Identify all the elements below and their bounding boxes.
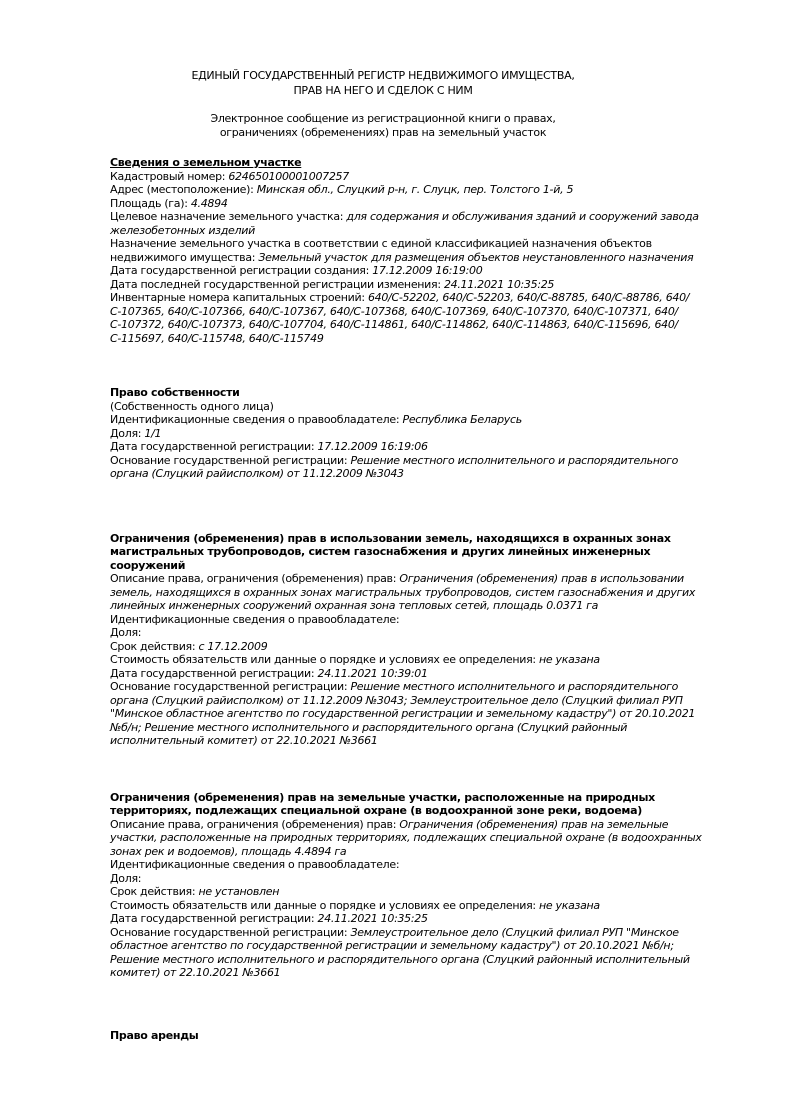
registry-title-line-2: ПРАВ НА НЕГО И СДЕЛОК С НИМ (293, 84, 473, 97)
field-label: Доля: (110, 426, 145, 440)
section-ownership-right (110, 386, 712, 481)
field-validity-term (110, 885, 712, 899)
field-rightholder (110, 858, 712, 872)
field-value: Республика Беларусь (402, 413, 522, 426)
section-restrictions-pipelines (110, 532, 712, 748)
field-label: Дата государственной регистрации: (110, 440, 318, 453)
field-value: Решение местного исполнительного и распорядительного органа (Слуцкий райисполком) от 11.12.2009 №3043 (110, 453, 679, 480)
field-value: 624650100001007257 (228, 169, 349, 183)
field-label: Стоимость обязательств или данные о порядке и условиях ее определения: (110, 653, 539, 666)
field-value: 1/1 (144, 426, 162, 440)
field-label: Основание государственной регистрации: (110, 453, 351, 467)
section-heading-ownership: Право собственности (110, 386, 240, 399)
field-value: Земельный участок для размещения объектов неустановленного назначения (258, 250, 694, 264)
field-label: Стоимость обязательств или данные о порядке и условиях ее определения: (110, 898, 539, 912)
field-label: Описание права, ограничения (обременения) прав: (110, 572, 400, 585)
field-label: Дата государственной регистрации: (110, 912, 318, 925)
field-ownership-type (110, 400, 712, 414)
field-value: Ограничения (обременения) прав в использовании земель, находящихся в охранных зонах магистральных трубопроводов, систем газоснабжения и других линейных инженерных сооружений охранная зона тепловых сетей, площадь 0.0371 га (110, 572, 696, 612)
field-label: Основание государственной регистрации: (110, 680, 351, 693)
section-heading-parcel-info: Сведения о земельном участке (110, 156, 302, 169)
document-header (110, 0, 656, 139)
registry-title (110, 68, 656, 98)
document-subtitle (110, 112, 656, 139)
section-parcel-info (110, 156, 712, 345)
field-label: Идентификационные сведения о правообладателе: (110, 612, 400, 626)
field-label: Кадастровый номер: (110, 169, 229, 183)
section-heading-restrictions-pipelines: Ограничения (обременения) прав в использовании земель, находящихся в охранных зонах магистральных трубопроводов, систем газоснабжения и других линейных инженерных сооружений (110, 531, 671, 572)
field-registration-date (110, 912, 712, 926)
document-body (110, 156, 712, 1042)
registry-title-line-1: ЕДИНЫЙ ГОСУДАРСТВЕННЫЙ РЕГИСТР НЕДВИЖИМОГО ИМУЩЕСТВА, (191, 69, 575, 82)
field-validity-term (110, 640, 712, 654)
field-rightholder (110, 413, 712, 427)
field-description (110, 572, 712, 613)
field-registration-basis (110, 454, 712, 481)
field-value: 17.12.2009 16:19:06 (317, 440, 428, 453)
field-label: Срок действия: (110, 639, 199, 653)
field-creation-registration-date (110, 264, 712, 278)
field-share (110, 872, 712, 886)
field-purpose (110, 210, 712, 237)
field-area (110, 197, 712, 211)
field-label: Доля: (110, 626, 142, 639)
section-lease-right (110, 1029, 712, 1043)
field-last-change-registration-date (110, 278, 712, 292)
field-value: 4.4894 (190, 196, 228, 210)
field-label: Целевое назначение земельного участка: (110, 210, 347, 223)
field-value: Землеустроительное дело (Слуцкий филиал РУП "Минское областное агентство по государственной регистрации и земельному кадастру") от 20.10.2021 №б/н; Решение местного исполнительного и распорядительного органа (Слуцкий районный исполнительный комитет) от 22.10.2021 №3661 (110, 925, 690, 979)
field-address (110, 183, 712, 197)
field-label: Идентификационные сведения о правообладателе: (110, 858, 400, 871)
field-label: Дата государственной регистрации: (110, 666, 318, 680)
field-label: (Собственность одного лица) (110, 399, 274, 413)
field-registration-basis (110, 926, 712, 980)
field-rightholder (110, 613, 712, 627)
field-label: Основание государственной регистрации: (110, 925, 351, 939)
field-share (110, 626, 712, 640)
field-label: Площадь (га): (110, 196, 191, 210)
subtitle-line-1: Электронное сообщение из регистрационной книги о правах, (210, 112, 556, 125)
field-value: 640/С-52202, 640/С-52203, 640/С-88785, 640/С-88786, 640/С-107365, 640/С-107366, 640/С-107367, 640/С-107368, 640/С-107369, 640/С-107370, 640/С-107371, 640/С-107372, 640/С-107373, 640/С-107704, 640/С-114861, 640/С-114862, 640/С-114863, 640/С-115696, 640/С-115697, 640/С-115748, 640/С-115749 (110, 291, 690, 345)
field-label: Дата государственной регистрации создания: (110, 264, 373, 277)
field-value: Ограничения (обременения) прав на земельные участки, расположенные на природных территориях, подлежащих специальной охране (в водоохранных зонах рек и водоемов), площадь 4.4894 га (110, 817, 702, 858)
field-label: Инвентарные номера капитальных строений: (110, 291, 368, 304)
field-cadastral-number (110, 170, 712, 184)
section-restrictions-water-protection (110, 791, 712, 980)
field-label: Описание права, ограничения (обременения) прав: (110, 817, 400, 831)
field-classification-purpose (110, 237, 712, 264)
field-label: Срок действия: (110, 885, 199, 898)
field-value: для содержания и обслуживания зданий и сооружений завода железобетонных изделий (110, 210, 699, 237)
subtitle-line-2: ограничениях (обременениях) прав на земельный участок (219, 125, 547, 139)
field-registration-basis (110, 680, 712, 748)
field-label: Дата последней государственной регистрации изменения: (110, 277, 444, 291)
section-heading-restrictions-water-protection: Ограничения (обременения) прав на земельные участки, расположенные на природных территориях, подлежащих специальной охране (в водоохранной зоне реки, водоема) (110, 790, 655, 817)
field-registration-date (110, 667, 712, 681)
field-label: Доля: (110, 871, 142, 885)
field-value: не указана (539, 653, 600, 666)
field-share (110, 427, 712, 441)
field-value: 24.11.2021 10:35:25 (317, 912, 428, 925)
field-value: Минская обл., Слуцкий р-н, г. Слуцк, пер. Толстого 1-й, 5 (256, 183, 574, 196)
field-value: с 17.12.2009 (198, 639, 268, 653)
field-label: Назначение земельного участка в соответствии с единой классификацией назначения объектов недвижимого имущества: (110, 237, 652, 264)
field-value: Решение местного исполнительного и распорядительного органа (Слуцкий райисполком) от 11.12.2009 №3043; Землеустроительное дело (Слуцкий филиал РУП "Минское областное агентство по государственной регистрации и земельному кадастру") от 20.10.2021 №б/н; Решение местного исполнительного и распорядительного органа (Слуцкий районный исполнительный комитет) от 22.10.2021 №3661 (110, 680, 696, 747)
field-obligations-cost (110, 899, 712, 913)
section-heading-lease: Право аренды (110, 1028, 199, 1042)
field-description (110, 818, 712, 859)
field-registration-date (110, 440, 712, 454)
field-value: не указана (539, 898, 600, 912)
field-label: Адрес (местоположение): (110, 183, 257, 196)
field-value: не установлен (198, 885, 280, 898)
field-label: Идентификационные сведения о правообладателе: (110, 413, 403, 426)
field-value: 24.11.2021 10:39:01 (317, 666, 428, 680)
field-obligations-cost (110, 653, 712, 667)
field-inventory-numbers (110, 291, 712, 345)
field-value: 24.11.2021 10:35:25 (443, 277, 555, 291)
field-value: 17.12.2009 16:19:00 (372, 264, 483, 277)
